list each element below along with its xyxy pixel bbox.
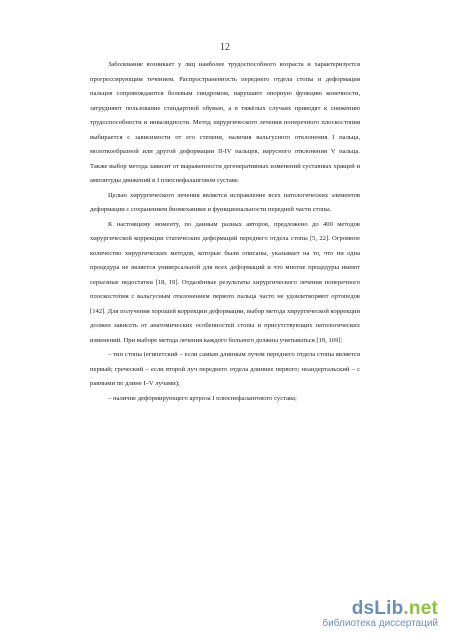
list-item-foot-type: – тип стопы (египетский – если самым длинным лучом переднего отдела стопы является первый; греческий – если второй луч переднего отдела длиннее первого; неандертальский – с равными по длине I–V лучами); [90,351,360,387]
watermark-subtitle: библиотека диссертаций [322,618,438,629]
dslib-watermark [322,598,438,629]
logo-main-text: dsLib [351,598,404,619]
list-item-arthrosis: – наличие деформирующего артроза I плюснефалангового сустава; [108,394,297,402]
logo-accent-text: .net [403,598,438,619]
document-body [90,58,360,406]
paragraph-disease: Заболевание возникает у лиц наиболее трудоспособного возраста и характеризуется прогрессирующим течением. Распространенность переднего отдела стопы и деформация пальцев сопровождаются болевым синдромом, нарушают опорную функцию конечности, затрудняют пользование стандартной обувью, а в тяжёлых случаях приводят к снижению трудоспособности и инвалидности. Метод хирургического лечения поперечного плоскостопия выбирается с зависимости от его степени, наличия вальгусного отклонения I пальца, молоткообразной или другой деформации II-IV пальцев, варусного отклонения V пальца. Также выбор метода зависит от выраженности дегенеративных изменений суставных хрящей и амплитуды движений в I плюснефаланговом суставе. [90,61,360,184]
paragraph-methods: К настоящему моменту, по данным разных авторов, предложено до 400 методов хирургической коррекции статических деформаций переднего отдела стопы [5, 22]. Огромное количество хирургических методов, которые были описаны, указывает на то, что ни одна процедура не является универсальной для всех деформаций и что многие процедуры имеют серьезные недостатки [18, 19]. Отдалённые результаты хирургического лечения поперечного плоскостопия с вальгусным отклонением первого пальца часто не удовлетворяют ортопедов [142]. Для получения хорошей коррекции деформации, выбор метода хирургической коррекции должен зависеть от анатомических особенностей стопы и присутствующих патологических изменений. При выборе метода лечения каждого больного должны учитываться [19, 169]: [90,220,360,344]
dslib-logo [322,598,438,620]
paragraph-goal: Целью хирургического лечения является исправление всех патологических элементов деформации с сохранением биомеханики и функциональности передней части стопы. [90,191,360,213]
page-number: 12 [220,42,230,53]
